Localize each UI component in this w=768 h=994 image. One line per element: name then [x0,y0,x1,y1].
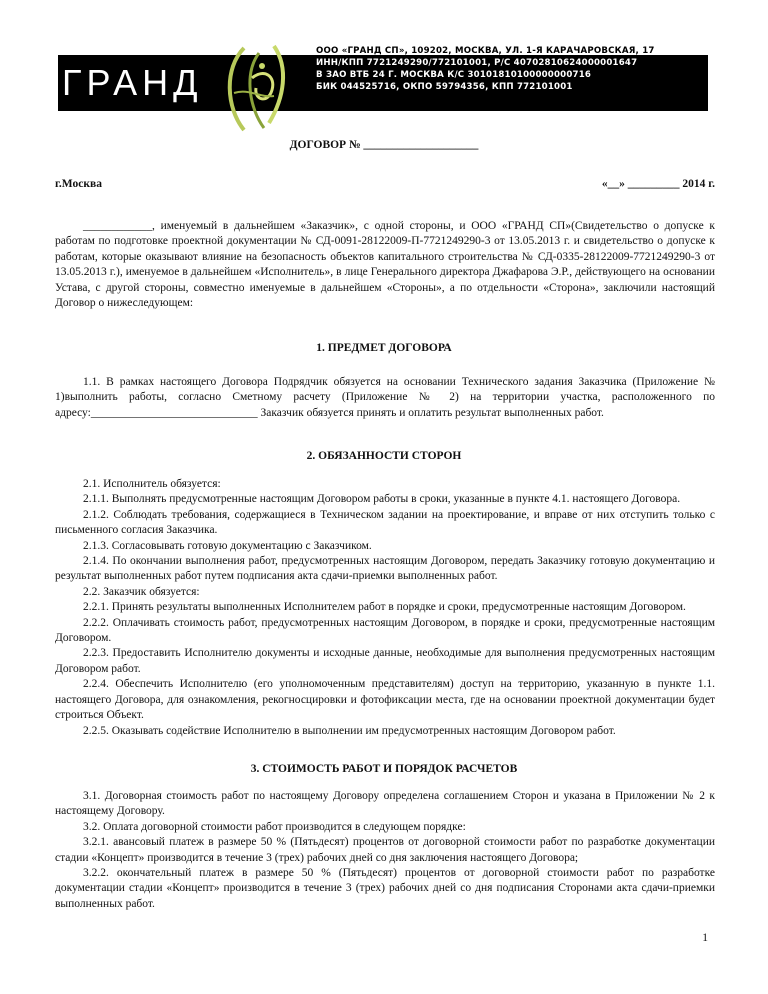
grand-sp-emblem-icon [214,38,304,138]
paragraph: 3.1. Договорная стоимость работ по настоящему Договору определена соглашением Сторон и указана в Приложении № 2 к настоящему Договору. [55,790,715,818]
requisites-line-2: ИНН/КПП 7721249290/772101001, Р/С 40702810624000001647 [316,58,638,68]
contract-date: «__» _________ 2014 г. [601,178,715,190]
paragraph: 3.2. Оплата договорной стоимости работ производится в следующем порядке: [83,820,466,833]
contract-city: г.Москва [55,178,102,190]
paragraph: 2.2.4. Обеспечить Исполнителю (его уполномоченным представителям) доступ на территорию, указанную в пункте 1.1. настоящего Договора, для ознакомления, рекогносцировки и фотофиксации места, где на основании проектной документации будет строиться Объект. [55,678,715,722]
paragraph: 2.1. Исполнитель обязуется: [83,478,221,490]
section-2-body [55,477,715,739]
requisites-line-1: ООО «ГРАНД СП», 109202, МОСКВА, УЛ. 1-Я КАРАЧАРОВСКАЯ, 17 [316,46,655,56]
paragraph: 2.2.2. Оплачивать стоимость работ, предусмотренных настоящим Договором, в порядке и сроки, предусмотренные настоящим Договором. [55,616,715,645]
paragraph: 3.2.2. окончательный платеж в размере 50 % (Пятьдесят) процентов от договорной стоимости работ по разработке документации стадии «Концепт» производится в течение 3 (трех) рабочих дней со дня подписания Сторонами акта сдачи-приемки выполненных работ. [55,867,715,910]
paragraph: 2.1.4. По окончании выполнения работ, предусмотренных настоящим Договором, передать Заказчику готовую документацию и результат выполненных работ путем подписания акта сдачи-приемки выполненных работ. [55,555,715,583]
section-1-body [55,375,715,421]
requisites-line-3: В ЗАО ВТБ 24 Г. МОСКВА К/С 30101810100000000716 [316,70,592,80]
paragraph: 2.2.1. Принять результаты выполненных Исполнителем работ в порядке и сроки, предусмотренные настоящим Договором. [83,601,686,614]
paragraph: 2.1.1. Выполнять предусмотренные настоящим Договором работы в сроки, указанные в пункте 4.1. настоящего Договора. [83,493,681,506]
company-requisites [316,45,716,93]
section-3-body [55,789,715,912]
brand-logo-text: ГРАНД [62,62,203,103]
page-number: 1 [702,932,708,944]
paragraph: 2.2.5. Оказывать содействие Исполнителю в выполнении им предусмотренных настоящим Договором работ. [83,724,616,737]
paragraph: 2.1.3. Согласовывать готовую документацию с Заказчиком. [83,539,372,552]
section-3-title: 3. СТОИМОСТЬ РАБОТ И ПОРЯДОК РАСЧЕТОВ [250,763,518,775]
requisites-line-4: БИК 044525716, ОКПО 59794356, КПП 772101001 [316,82,573,92]
contract-title: ДОГОВОР № ____________________ [289,139,479,151]
paragraph: 2.2. Заказчик обязуется: [83,585,200,598]
city-date-row [55,178,715,190]
paragraph: 2.2.3. Предоставить Исполнителю документы и исходные данные, необходимые для выполнения предусмотренных настоящим Договором работ. [55,647,715,675]
section-2-title: 2. ОБЯЗАННОСТИ СТОРОН [306,450,462,462]
paragraph: 2.1.2. Соблюдать требования, содержащиеся в Техническом задании на проектирование, и вправе от них отступить только с письменного согласия Заказчика. [55,508,715,537]
paragraph: 3.2.1. авансовый платеж в размере 50 % (Пятьдесят) процентов от договорной стоимости работ по разработке документации стадии «Концепт» производится в течение 3 (трех) рабочих дней со дня заключения настоящего Договора; [55,836,715,864]
section-1-title: 1. ПРЕДМЕТ ДОГОВОРА [316,342,452,354]
preamble-text: ____________, именуемый в дальнейшем «Заказчик», с одной стороны, и ООО «ГРАНД СП»(Свидетельство о допуске к работам по подготовке проектной документации № СД-0091-28122009-П-7721249290-3 от 13.05.2013 г. и свидетельство о допуске к работам, которые оказывают влияние на безопасность объектов капитального строительства № СД-0335-28122009-7721249290-3 от 13.05.2013 г.), именуемое в дальнейшем «Исполнитель», в лице Генерального директора Джафарова Э.Р., действующего на основании Устава, с другой стороны, совместно именуемые в дальнейшем «Стороны», а по отдельности «Сторона», заключили настоящий Договор о нижеследующем: [55,220,715,310]
paragraph: 1.1. В рамках настоящего Договора Подрядчик обязуется на основании Технического задания Заказчика (Приложение № 1)выполнить работы, согласно Сметному расчету (Приложение № 2) на территории участка, расположенного по адресу:_____________________________ Заказчик обязуется принять и оплатить результат выполненных работ. [55,376,715,419]
preamble [55,219,715,311]
